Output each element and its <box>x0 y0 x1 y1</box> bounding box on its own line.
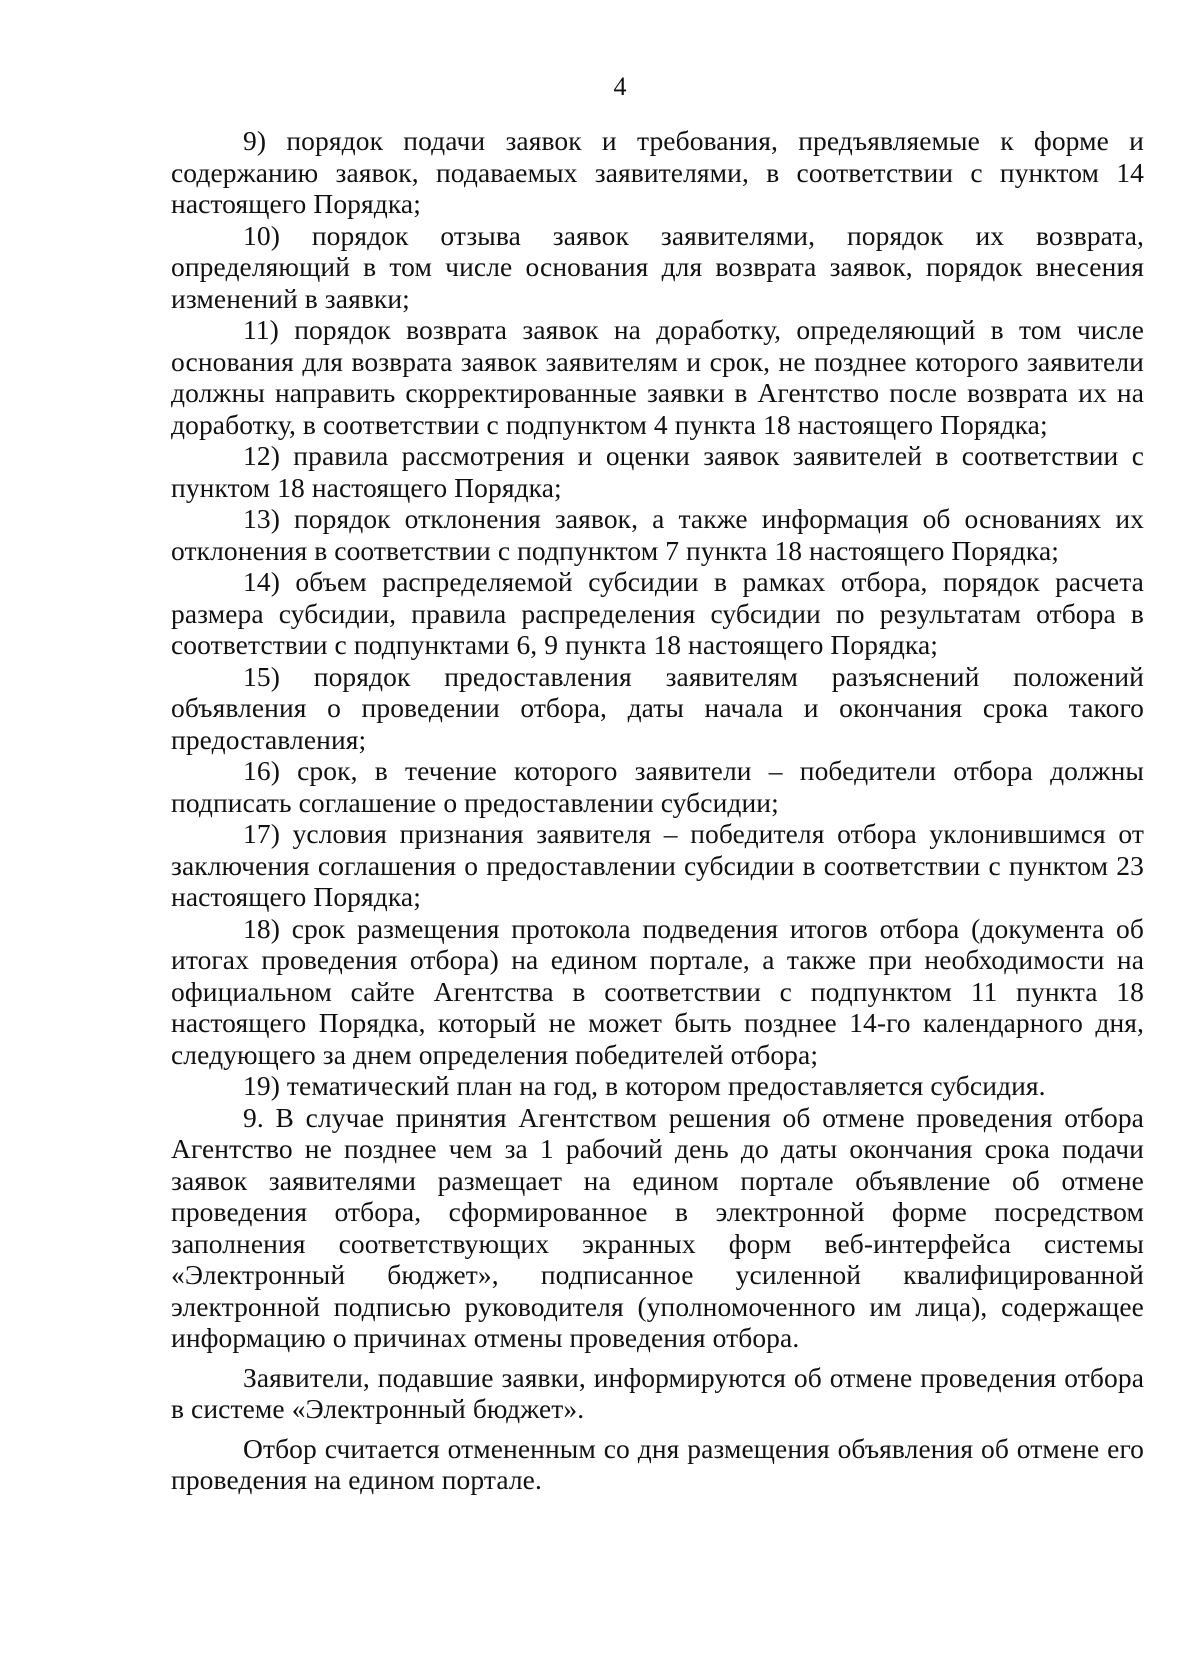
paragraph-item-11: 11) порядок возврата заявок на доработку, определяющий в том числе основания для возврата заявок заявителям и срок, не позднее которого заявители должны направить скорректированные заявки в Агентство после возврата их на доработку, в соответствии с подпунктом 4 пункта 18 настоящего Порядка; <box>171 314 1144 440</box>
paragraph-item-15: 15) порядок предоставления заявителям разъяснений положений объявления о проведении отбора, даты начала и окончания срока такого предоставления; <box>171 660 1144 755</box>
paragraph-item-18: 18) срок размещения протокола подведения итогов отбора (документа об итогах проведения отбора) на едином портале, а также при необходимости на официальном сайте Агентства в соответствии с подпунктом 11 пункта 18 настоящего Порядка, который не может быть позднее 14-го календарного дня, следующего за днем определения победителей отбора; <box>171 912 1144 1070</box>
page-number: 4 <box>613 72 627 101</box>
paragraph-applicants-informed: Заявители, подавшие заявки, информируются об отмене проведения отбора в системе «Электронный бюджет». <box>171 1361 1144 1424</box>
document-body <box>171 125 1144 1496</box>
paragraph-item-13: 13) порядок отклонения заявок, а также информация об основаниях их отклонения в соответствии с подпунктом 7 пункта 18 настоящего Порядка; <box>171 503 1144 566</box>
paragraph-section-9: 9. В случае принятия Агентством решения об отмене проведения отбора Агентство не позднее чем за 1 рабочий день до даты окончания срока подачи заявок заявителями размещает на едином портале объявление об отмене проведения отбора, сформированное в электронной форме посредством заполнения соответствующих экранных форм веб-интерфейса системы «Электронный бюджет», подписанное усиленной квалифицированной электронной подписью руководителя (уполномоченного им лица), содержащее информацию о причинах отмены проведения отбора. <box>171 1101 1144 1353</box>
paragraph-item-17: 17) условия признания заявителя – победителя отбора уклонившимся от заключения соглашения о предоставлении субсидии в соответствии с пунктом 23 настоящего Порядка; <box>171 818 1144 912</box>
paragraph-item-19: 19) тематический план на год, в котором предоставляется субсидия. <box>243 1070 1046 1101</box>
paragraph-item-10: 10) порядок отзыва заявок заявителями, порядок их возврата, определяющий в том числе основания для возврата заявок, порядок внесения изменений в заявки; <box>171 219 1144 314</box>
paragraph-item-12: 12) правила рассмотрения и оценки заявок заявителей в соответствии с пунктом 18 настоящего Порядка; <box>171 440 1144 503</box>
paragraph-item-9: 9) порядок подачи заявок и требования, предъявляемые к форме и содержанию заявок, подаваемых заявителями, в соответствии с пунктом 14 настоящего Порядка; <box>171 125 1144 219</box>
paragraph-selection-cancelled: Отбор считается отмененным со дня размещения объявления об отмене его проведения на едином портале. <box>171 1432 1144 1495</box>
paragraph-item-16: 16) срок, в течение которого заявители – победители отбора должны подписать соглашение о предоставлении субсидии; <box>171 755 1144 818</box>
paragraph-item-14: 14) объем распределяемой субсидии в рамках отбора, порядок расчета размера субсидии, правила распределения субсидии по результатам отбора в соответствии с подпунктами 6, 9 пункта 18 настоящего Порядка; <box>171 566 1144 660</box>
